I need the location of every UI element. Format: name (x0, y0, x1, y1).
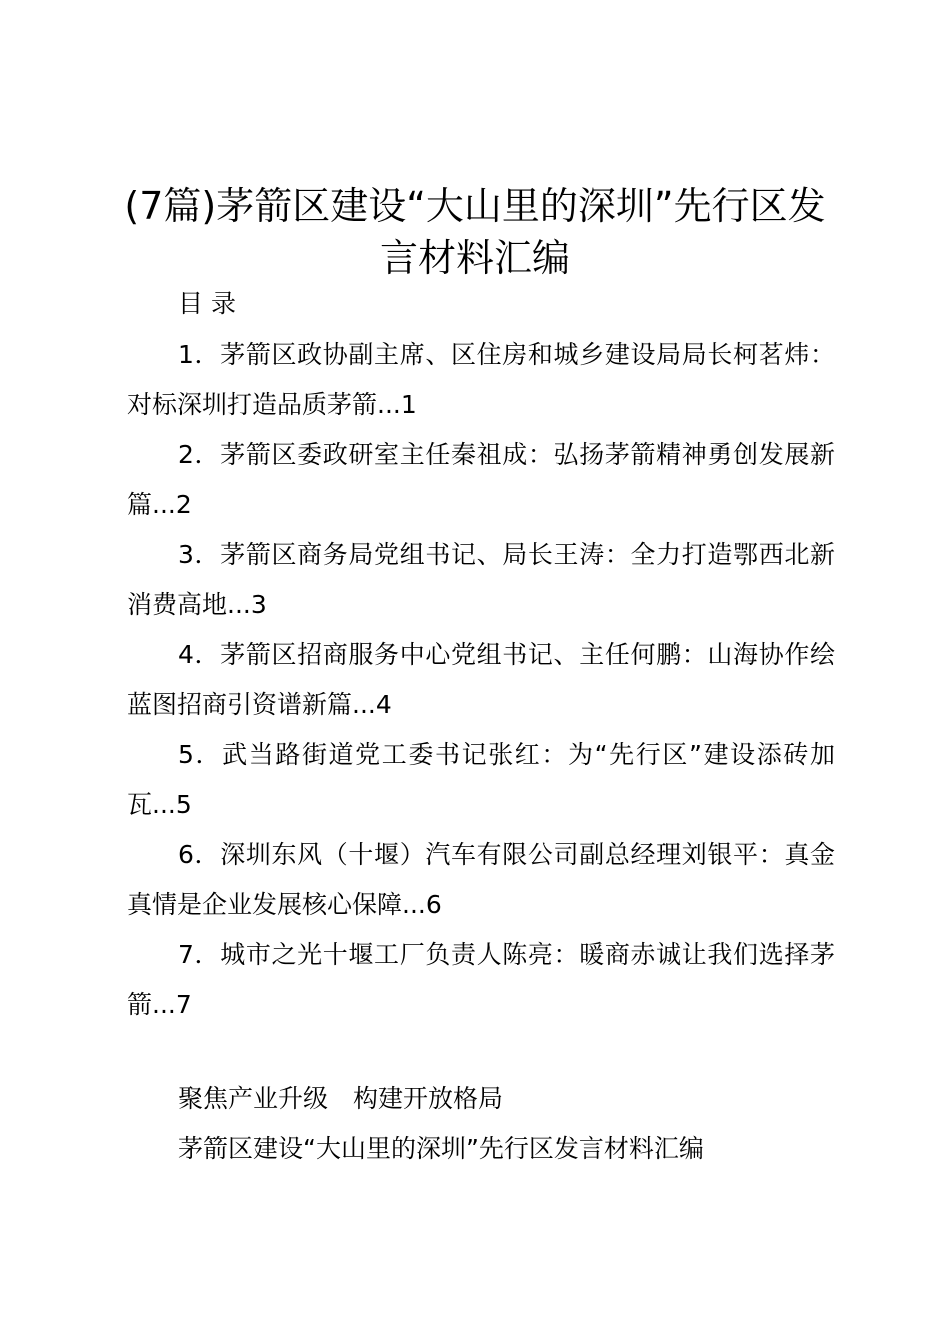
section-subtitle: 茅箭区建设“大山里的深圳”先行区发言材料汇编 (178, 1134, 704, 1163)
table-of-contents (127, 330, 835, 1030)
title-line-1: (7篇)茅箭区建设“大山里的深圳”先行区发 (124, 184, 826, 228)
toc-item-7: 7．城市之光十堰工厂负责人陈亮：暖商赤诚让我们选择茅箭...7 (127, 940, 835, 1019)
toc-item-4: 4．茅箭区招商服务中心党组书记、主任何鹏：山海协作绘蓝图招商引资谱新篇...4 (127, 640, 835, 719)
toc-item-6: 6．深圳东风（十堰）汽车有限公司副总经理刘银平：真金真情是企业发展核心保障...6 (127, 840, 835, 919)
toc-item-3: 3．茅箭区商务局党组书记、局长王涛：全力打造鄂西北新消费高地...3 (127, 540, 835, 619)
toc-heading: 目 录 (178, 289, 236, 318)
toc-item-5: 5．武当路街道党工委书记张红：为“先行区”建设添砖加瓦...5 (127, 740, 835, 819)
toc-item-2: 2．茅箭区委政研室主任秦祖成：弘扬茅箭精神勇创发展新篇...2 (127, 440, 835, 519)
document-title (110, 180, 840, 284)
title-line-2: 言材料汇编 (379, 236, 570, 280)
section-subheading: 聚焦产业升级 构建开放格局 (178, 1084, 504, 1113)
toc-item-1: 1．茅箭区政协副主席、区住房和城乡建设局局长柯茗炜：对标深圳打造品质茅箭...1 (127, 340, 835, 419)
